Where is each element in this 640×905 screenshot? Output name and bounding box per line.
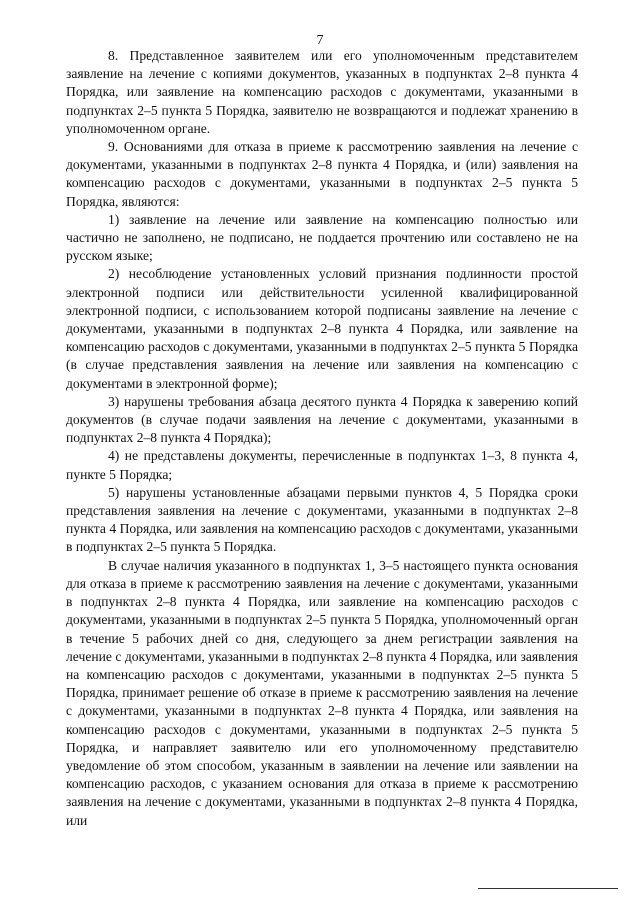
document-body [66, 47, 578, 830]
subitem-4: 4) не представлены документы, перечисленные в подпунктах 1–3, 8 пункта 4, пункте 5 Порядка; [66, 448, 578, 482]
subitem-5: 5) нарушены установленные абзацами первыми пунктов 4, 5 Порядка сроки представления заявления на лечение с документами, указанными в подпунктах 2–8 пункта 4 Порядка, или заявления на компенсацию расходов с документами, указанными в подпунктах 2–5 пункта 5 Порядка. [66, 484, 578, 555]
paragraph-item-8: 8. Представленное заявителем или его уполномоченным представителем заявление на лечение с копиями документов, указанных в подпунктах 2–8 пункта 4 Порядка, или заявление на компенсацию расходов с документами, указанными в подпунктах 2–5 пункта 5 Порядка, заявителю не возвращаются и подлежат хранению в уполномоченном органе. [66, 48, 578, 136]
subitem-2: 2) несоблюдение установленных условий признания подлинности простой электронной подписи или действительности усиленной квалифицированной электронной подписи, с использованием которой подписаны заявление на лечение с документами, указанными в подпунктах 2–8 пункта 4 Порядка, или заявление на компенсацию расходов с документами, указанными в подпунктах 2–5 пункта 5 Порядка (в случае представления заявления на лечение или заявления на компенсацию с документами в электронной форме); [66, 266, 578, 391]
footer-divider [478, 888, 618, 889]
subitem-3: 3) нарушены требования абзаца десятого пункта 4 Порядка к заверению копий документов (в случае подачи заявления на лечение с документами, указанными в подпунктах 2–8 пункта 4 Порядка); [66, 393, 578, 446]
refusal-procedure-paragraph: В случае наличия указанного в подпунктах 1, 3–5 настоящего пункта основания для отказа в приеме к рассмотрению заявления на лечение с документами, указанными в подпунктах 2–8 пункта 4 Порядка, или заявление на компенсацию расходов с документами, указанными в подпунктах 2–5 пункта 5 Порядка, уполномоченный орган в течение 5 рабочих дней со дня, следующего за днем регистрации заявления на лечение с документами, указанными в подпунктах 2–8 пункта 4 Порядка, или заявления на компенсацию расходов с документами, указанными в подпунктах 2–5 пункта 5 Порядка, принимает решение об отказе в приеме к рассмотрению заявления на лечение с документами, указанными в подпунктах 2–8 пункта 4 Порядка, или заявления на компенсацию расходов с документами, указанными в подпунктах 2–5 пункта 5 Порядка, и направляет заявителю или его уполномоченному представителю уведомление об этом способом, указанным в заявлении на лечение или заявлении на компенсацию расходов, с указанием основания для отказа в приеме к рассмотрению заявления на лечение с документами, указанными в подпунктах 2–8 пункта 4 Порядка, или [66, 557, 578, 828]
subitem-1: 1) заявление на лечение или заявление на компенсацию полностью или частично не заполнено, не подписано, не поддается прочтению или составлено не на русском языке; [66, 211, 578, 264]
page-number: 7 [316, 33, 324, 48]
paragraph-item-9: 9. Основаниями для отказа в приеме к рассмотрению заявления на лечение с документами, указанными в подпунктах 2–8 пункта 4 Порядка, и (или) заявления на компенсацию расходов с документами, указанными в подпунктах 2–5 пункта 5 Порядка, являются: [66, 139, 578, 209]
